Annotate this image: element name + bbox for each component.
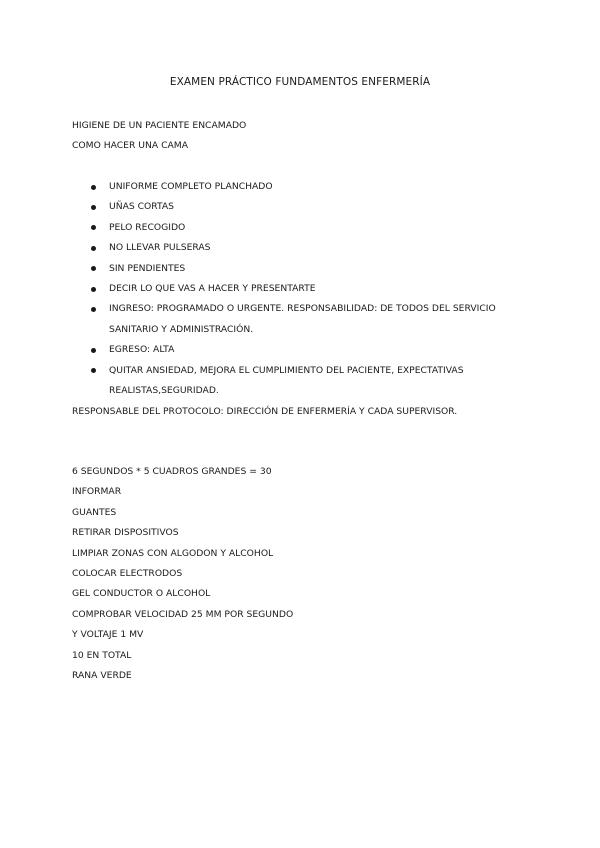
list-item-text: SIN PENDIENTES <box>109 262 186 274</box>
bullet-icon <box>91 205 96 210</box>
list-item-text: QUITAR ANSIEDAD, MEJORA EL CUMPLIMIENTO DEL PACIENTE, EXPECTATIVAS REALISTAS,SEGURIDAD. <box>109 364 464 397</box>
bullet-icon <box>91 225 96 230</box>
step-line: COLOCAR ELECTRODOS <box>72 567 183 579</box>
list-item <box>72 279 532 299</box>
list-item-text: DECIR LO QUE VAS A HACER Y PRESENTARTE <box>109 283 316 295</box>
step-line: RANA VERDE <box>72 669 132 681</box>
list-item-text: UNIFORME COMPLETO PLANCHADO <box>109 181 273 192</box>
intro-section <box>72 116 532 157</box>
step-line: 10 EN TOTAL <box>72 649 132 661</box>
list-item <box>72 218 532 238</box>
requirements-list <box>72 177 532 401</box>
list-item <box>72 238 532 258</box>
step-line: RETIRAR DISPOSITIVOS <box>72 527 179 539</box>
bullet-icon <box>91 266 96 271</box>
responsible-line: RESPONSABLE DEL PROTOCOLO: DIRECCIÓN DE ENFERMERÍA Y CADA SUPERVISOR. <box>72 406 458 417</box>
step-line: 6 SEGUNDOS * 5 CUADROS GRANDES = 30 <box>72 466 272 477</box>
list-item <box>72 197 532 217</box>
list-item <box>72 361 532 402</box>
bullet-icon <box>91 307 96 312</box>
list-item <box>72 299 532 340</box>
bullet-icon <box>91 185 96 190</box>
step-line: INFORMAR <box>72 486 122 498</box>
step-line: GUANTES <box>72 506 117 518</box>
step-line: GEL CONDUCTOR O ALCOHOL <box>72 588 211 600</box>
bullet-icon <box>91 287 96 292</box>
list-item-text: PELO RECOGIDO <box>109 221 186 233</box>
bullet-icon <box>91 368 96 373</box>
bullet-icon <box>91 348 96 353</box>
list-item <box>72 340 532 360</box>
list-item-text: EGRESO: ALTA <box>109 344 175 356</box>
bullet-icon <box>91 246 96 251</box>
step-line: COMPROBAR VELOCIDAD 25 MM POR SEGUNDO <box>72 608 294 620</box>
list-item-text: INGRESO: PROGRAMADO O URGENTE. RESPONSABILIDAD: DE TODOS DEL SERVICIO SANITARIO Y ADMINISTRACIÓN. <box>109 303 496 335</box>
intro-line: HIGIENE DE UN PACIENTE ENCAMADO <box>72 120 247 131</box>
steps-section <box>72 462 532 686</box>
list-item-text: NO LLEVAR PULSERAS <box>109 242 211 254</box>
step-line: Y VOLTAJE 1 MV <box>72 629 144 641</box>
responsible-section <box>72 402 532 422</box>
step-line: LIMPIAR ZONAS CON ALGODON Y ALCOHOL <box>72 547 274 559</box>
intro-line: COMO HACER UNA CAMA <box>72 140 188 152</box>
list-item-text: UÑAS CORTAS <box>109 201 175 213</box>
list-item <box>72 177 532 197</box>
document-title: EXAMEN PRÁCTICO FUNDAMENTOS ENFERMERÍA <box>169 76 431 88</box>
list-item <box>72 259 532 279</box>
